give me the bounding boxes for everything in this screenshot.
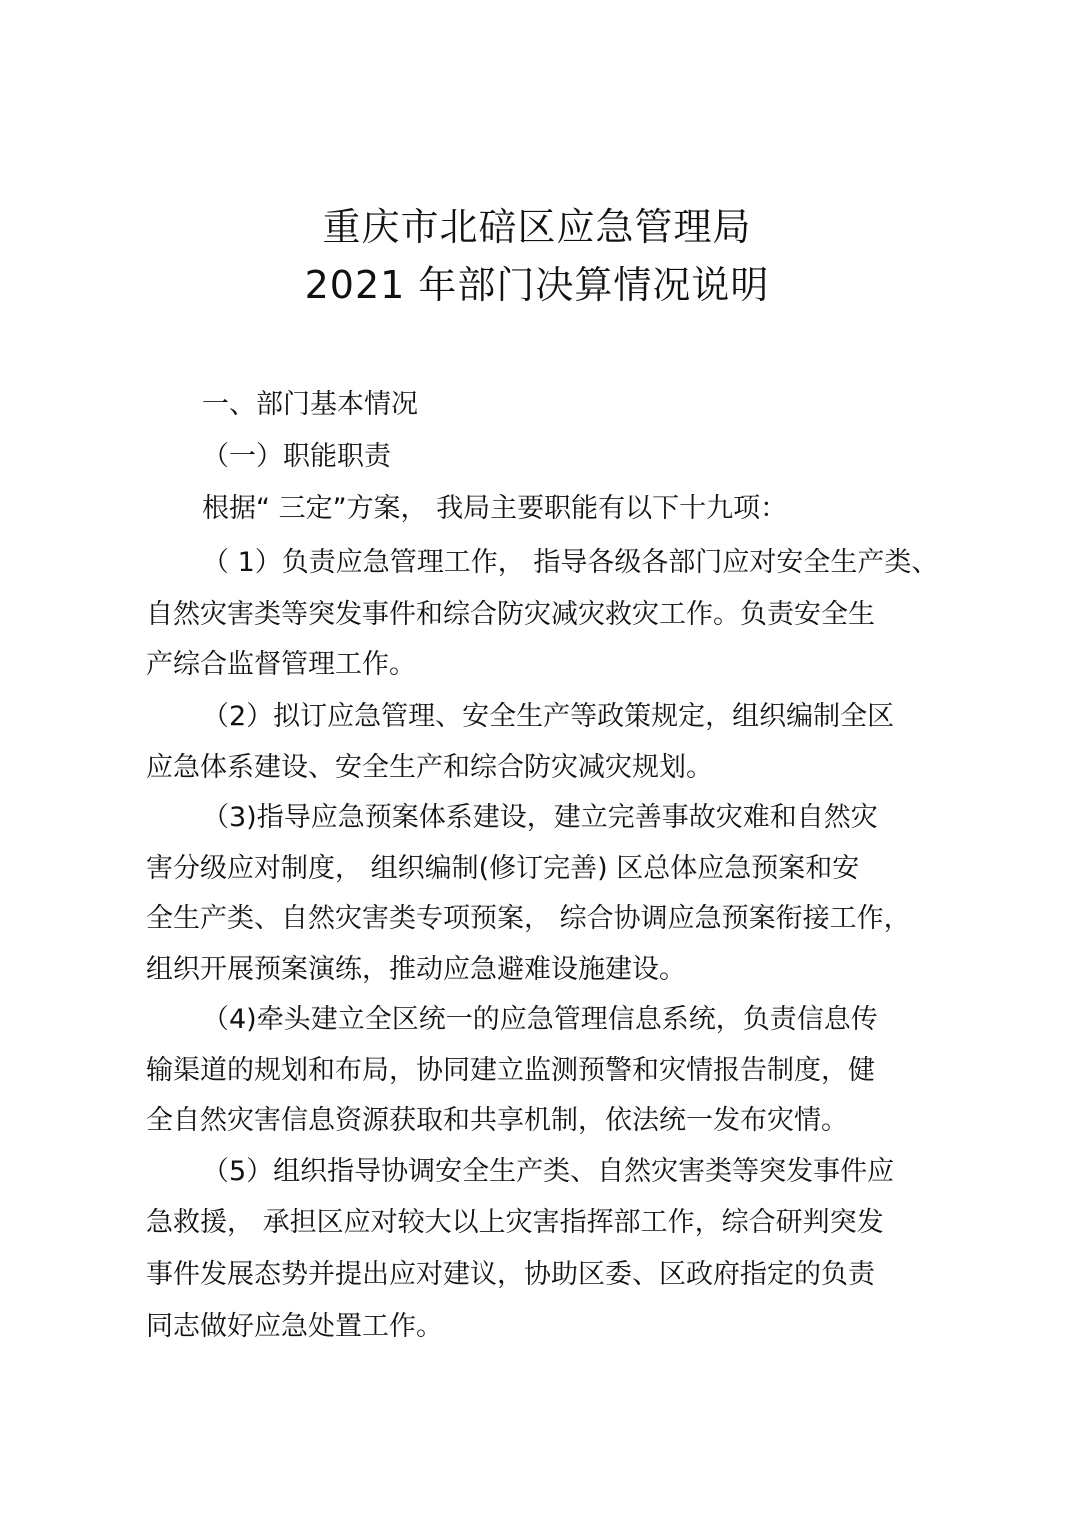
intro-paragraph: 根据“ 三定”方案， 我局主要职能有以下十九项： [202, 493, 788, 524]
paragraph-2-line-1: （2）拟订应急管理、安全生产等政策规定，组织编制全区 [202, 701, 895, 732]
paragraph-3-line-4: 组织开展预案演练，推动应急避难设施建设。 [146, 954, 686, 985]
paragraph-2-line-2: 应急体系建设、安全生产和综合防灾减灾规划。 [146, 752, 713, 783]
paragraph-5-line-4: 同志做好应急处置工作。 [146, 1311, 443, 1342]
paragraph-5-line-3: 事件发展态势并提出应对建议，协助区委、区政府指定的负责 [146, 1259, 875, 1290]
document-title-line-2: 2021 年部门决算情况说明 [304, 263, 770, 307]
subsection-heading: （一）职能职责 [202, 441, 391, 472]
paragraph-1-line-2: 自然灾害类等突发事件和综合防灾减灾救灾工作。负责安全生 [146, 599, 875, 630]
paragraph-1-line-3: 产综合监督管理工作。 [146, 649, 416, 680]
paragraph-1-line-1: （ 1）负责应急管理工作， 指导各级各部门应对安全生产类、 [202, 547, 939, 578]
paragraph-3-line-3: 全生产类、自然灾害类专项预案， 综合协调应急预案衔接工作， [146, 903, 911, 934]
paragraph-4-line-1: （4)牵头建立全区统一的应急管理信息系统，负责信息传 [202, 1004, 878, 1035]
section-heading: 一、部门基本情况 [202, 389, 418, 420]
paragraph-3-line-1: （3)指导应急预案体系建设，建立完善事故灾难和自然灾 [202, 802, 878, 833]
paragraph-5-line-1: （5）组织指导协调安全生产类、自然灾害类等突发事件应 [202, 1156, 895, 1187]
paragraph-4-line-2: 输渠道的规划和布局，协同建立监测预警和灾情报告制度，健 [146, 1055, 875, 1086]
document-title-line-1: 重庆市北碚区应急管理局 [322, 205, 752, 249]
paragraph-4-line-3: 全自然灾害信息资源获取和共享机制，依法统一发布灾情。 [146, 1105, 848, 1136]
paragraph-5-line-2: 急救援， 承担区应对较大以上灾害指挥部工作，综合研判突发 [146, 1207, 884, 1238]
paragraph-3-line-2: 害分级应对制度， 组织编制(修订完善) 区总体应急预案和安 [146, 853, 860, 884]
